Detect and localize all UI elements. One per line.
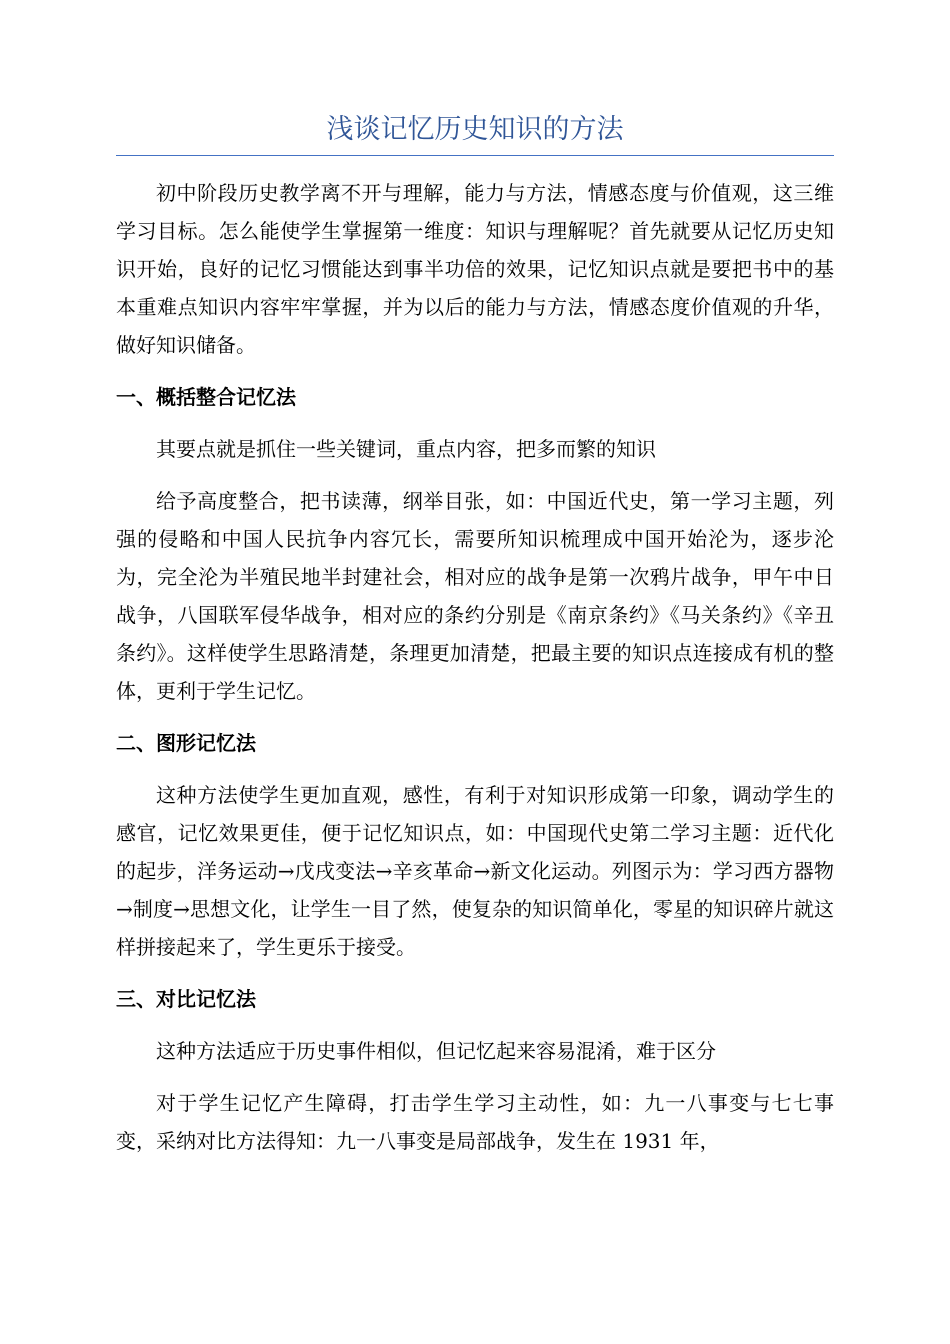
document-body	[116, 174, 834, 1174]
intro-paragraph: 初中阶段历史教学离不开与理解，能力与方法，情感态度与价值观，这三维学习目标。怎么能使学生掌握第一维度：知识与理解呢？首先就要从记忆历史知识开始，良好的记忆习惯能达到事半功倍的效果，记忆知识点就是要把书中的基本重难点知识内容牢牢掌握，并为以后的能力与方法，情感态度价值观的升华，做好知识储备。	[116, 181, 834, 357]
section-heading-1: 一、概括整合记忆法	[116, 385, 296, 409]
section-2-paragraph-1: 这种方法使学生更加直观，感性，有利于对知识形成第一印象，调动学生的感官，记忆效果更佳，便于记忆知识点，如：中国现代史第二学习主题：近代化的起步，洋务运动→戊戌变法→辛亥革命→新文化运动。列图示为：学习西方器物→制度→思想文化，让学生一目了然，使复杂的知识简单化，零星的知识碎片就这样拼接起来了，学生更乐于接受。	[116, 783, 834, 959]
section-heading-3: 三、对比记忆法	[116, 987, 256, 1011]
section-1-paragraph-1: 其要点就是抓住一些关键词，重点内容，把多而繁的知识	[156, 437, 656, 461]
section-heading-2: 二、图形记忆法	[116, 731, 256, 755]
section-3-paragraph-2: 对于学生记忆产生障碍，打击学生学习主动性，如：九一八事变与七七事变，采纳对比方法得知：九一八事变是局部战争，发生在 1931 年，	[116, 1091, 834, 1153]
document-title: 浅谈记忆历史知识的方法	[326, 114, 624, 145]
section-1-paragraph-2: 给予高度整合，把书读薄，纲举目张，如：中国近代史，第一学习主题，列强的侵略和中国人民抗争内容冗长，需要所知识梳理成中国开始沦为，逐步沦为，完全沦为半殖民地半封建社会，相对应的战争是第一次鸦片战争，甲午中日战争，八国联军侵华战争，相对应的条约分别是《南京条约》《马关条约》《辛丑条约》。这样使学生思路清楚，条理更加清楚，把最主要的知识点连接成有机的整体，更利于学生记忆。	[116, 489, 834, 703]
title-underline	[116, 155, 834, 156]
section-3-paragraph-1: 这种方法适应于历史事件相似，但记忆起来容易混淆，难于区分	[156, 1039, 716, 1063]
